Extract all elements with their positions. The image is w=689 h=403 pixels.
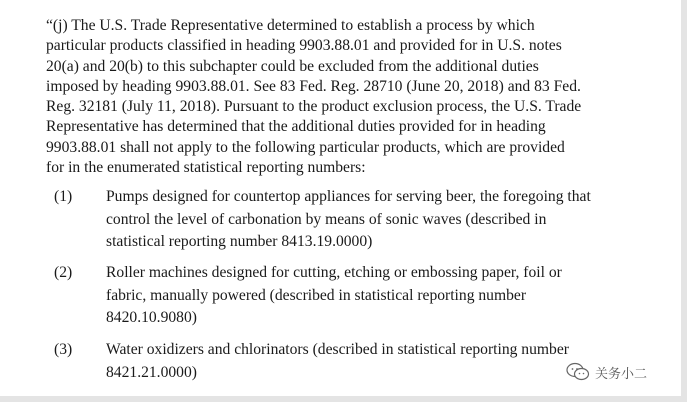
item-line: Pumps designed for countertop appliances for serving beer, the foregoing that: [106, 188, 591, 205]
watermark-text: 关务小二: [595, 366, 648, 382]
watermark: [566, 360, 647, 384]
item-text: [106, 262, 672, 330]
intro-line: particular products classified in heading 9903.88.01 and provided for in U.S. notes: [46, 37, 562, 55]
intro-line: Representative has determined that the additional duties provided for in heading: [46, 118, 546, 136]
item-line: 8420.10.9080): [106, 309, 197, 326]
item-number: (3): [54, 341, 73, 358]
intro-line: “(j) The U.S. Trade Representative determined to establish a process by which: [46, 17, 535, 34]
item-text: [106, 186, 672, 254]
intro-line: Reg. 32181 (July 11, 2018). Pursuant to the product exclusion process, the U.S. Trade: [46, 98, 582, 116]
item-number: (1): [54, 188, 73, 205]
item-line: control the level of carbonation by means of sonic waves (described in: [106, 210, 547, 228]
item-number: (2): [54, 264, 73, 281]
intro-line: 20(a) and 20(b) to this subchapter could be excluded from the additional duties: [46, 57, 539, 75]
item-line: fabric, manually powered (described in statistical reporting number: [106, 286, 527, 304]
item-line: statistical reporting number 8413.19.0000): [106, 233, 373, 250]
intro-paragraph: [46, 16, 672, 178]
intro-line: 9903.88.01 shall not apply to the following particular products, which are provided: [46, 138, 565, 156]
intro-line: for in the enumerated statistical reporting numbers:: [46, 159, 366, 177]
item-line: Water oxidizers and chlorinators (described in statistical reporting number: [106, 341, 569, 358]
intro-line: imposed by heading 9903.88.01. See 83 Fed. Reg. 28710 (June 20, 2018) and 83 Fed.: [46, 77, 581, 95]
wechat-icon: [566, 362, 590, 382]
item-line: Roller machines designed for cutting, etching or embossing paper, foil or: [106, 264, 562, 281]
item-line: 8421.21.0000): [106, 363, 197, 381]
